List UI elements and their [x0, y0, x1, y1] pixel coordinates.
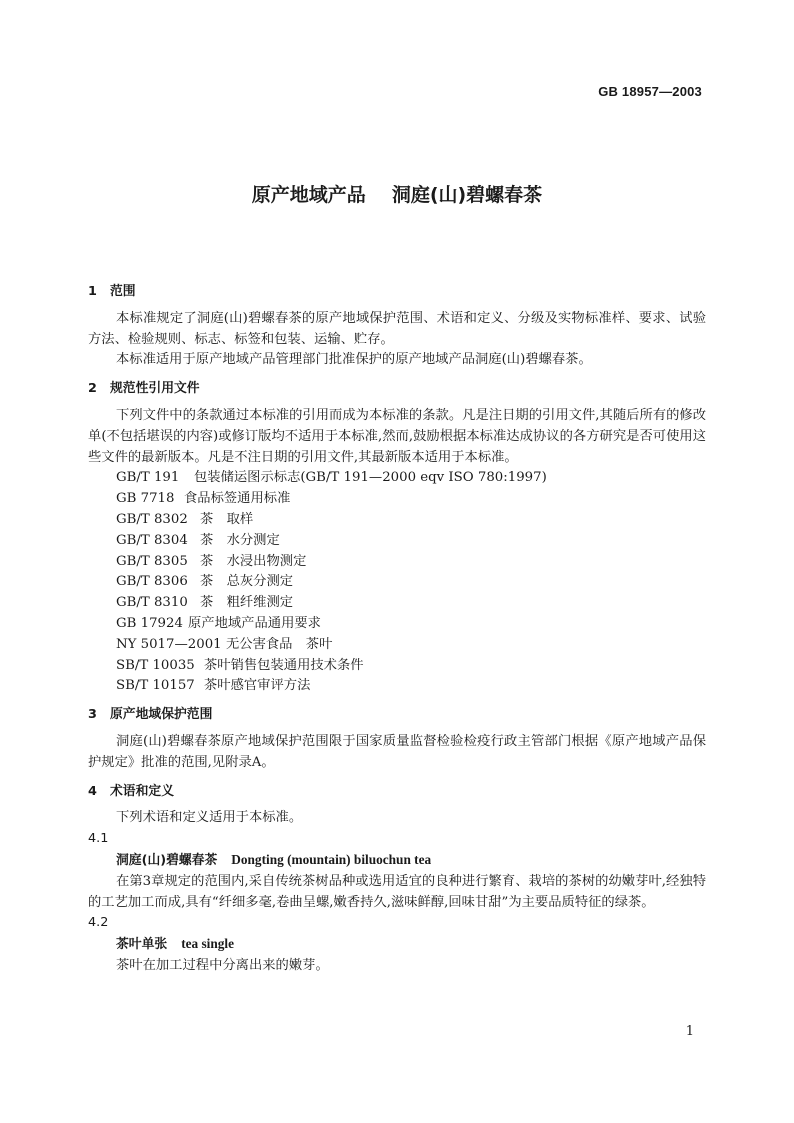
protection-area-paragraph: 洞庭(山)碧螺春茶原产地域保护范围限于国家质量监督检验检疫行政主管部门根据《原产地域产品保护规定》批准的范围,见附录A。: [88, 733, 706, 770]
reference-title: 包装储运图示标志(GB/T 191—2000 eqv ISO 780:1997): [194, 470, 547, 486]
reference-item: [88, 572, 706, 593]
term-number: 4.2: [88, 915, 109, 931]
reference-title: 茶 水浸出物测定: [200, 553, 307, 569]
document-title: [0, 180, 794, 207]
reference-item: [88, 593, 706, 614]
references-paragraph: 下列文件中的条款通过本标准的引用而成为本标准的条款。凡是注日期的引用文件,其随后所有的修改单(不包括堪误的内容)或修订版均不适用于本标准,然而,鼓励根据本标准达成协议的各方研究是否可使用这些文件的最新版本。凡是不注日期的引用文件,其最新版本适用于本标准。: [88, 407, 706, 465]
section-title: 规范性引用文件: [110, 381, 200, 397]
reference-title: 无公害食品 茶叶: [226, 636, 333, 652]
section-heading-protection-area: [88, 705, 706, 726]
reference-code: GB/T 8304: [116, 532, 188, 548]
document-body: [88, 282, 706, 977]
reference-item: [88, 635, 706, 656]
section-number: 4: [88, 783, 97, 799]
page-number: 1: [685, 1024, 694, 1039]
section-number: 2: [88, 381, 97, 397]
reference-title: 食品标签通用标准: [184, 491, 291, 507]
reference-item: [88, 510, 706, 531]
term-name-english: Dongting (mountain) biluochun tea: [231, 851, 432, 867]
reference-code: GB/T 8302: [116, 511, 188, 527]
reference-title: 茶叶感官审评方法: [204, 678, 311, 694]
term-name-chinese: 茶叶单张: [116, 937, 168, 953]
reference-item: [88, 489, 706, 510]
reference-code: NY 5017—2001: [116, 636, 222, 652]
section-heading-terms: [88, 782, 706, 803]
reference-title: 茶 总灰分测定: [200, 574, 294, 590]
title-part-1: 原产地域产品: [251, 184, 366, 206]
section-title: 术语和定义: [110, 783, 174, 799]
reference-list: [88, 468, 706, 697]
reference-code: SB/T 10035: [116, 657, 195, 673]
title-part-2: 洞庭(山)碧螺春茶: [391, 184, 543, 206]
reference-item: [88, 656, 706, 677]
term-name-english: tea single: [181, 936, 234, 952]
reference-code: GB/T 8310: [116, 595, 188, 611]
reference-code: GB 7718: [116, 491, 175, 507]
term-name-chinese: 洞庭(山)碧螺春茶: [116, 852, 218, 868]
reference-title: 茶叶销售包装通用技术条件: [204, 657, 364, 673]
section-number: 3: [88, 707, 97, 723]
reference-item: [88, 468, 706, 489]
reference-code: SB/T 10157: [116, 678, 195, 694]
scope-paragraph-1: 本标准规定了洞庭(山)碧螺春茶的原产地域保护范围、术语和定义、分级及实物标准样、要求、试验方法、检验规则、标志、标签和包装、运输、贮存。: [88, 310, 706, 347]
reference-item: [88, 552, 706, 573]
section-number: 1: [88, 284, 97, 299]
reference-title: 原产地域产品通用要求: [188, 615, 321, 631]
scope-paragraph-2: 本标准适用于原产地域产品管理部门批准保护的原产地域产品洞庭(山)碧螺春茶。: [116, 352, 592, 368]
reference-title: 茶 粗纤维测定: [200, 595, 294, 611]
term-heading: [88, 934, 706, 956]
section-heading-scope: [88, 282, 706, 303]
reference-code: GB/T 8305: [116, 553, 188, 569]
reference-title: 茶 水分测定: [200, 532, 280, 548]
term-definition: 茶叶在加工过程中分离出来的嫩芽。: [116, 957, 329, 973]
section-title: 范围: [110, 284, 136, 299]
reference-title: 茶 取样: [200, 511, 254, 527]
reference-item: [88, 676, 706, 697]
term-heading: [88, 850, 706, 872]
reference-code: GB/T 8306: [116, 574, 188, 590]
term-definition: 在第3章规定的范围内,采自传统茶树品种或选用适宜的良种进行繁育、栽培的茶树的幼嫩芽叶,经独特的工艺加工而成,具有“纤细多毫,卷曲呈螺,嫩香持久,滋味鲜醇,回味甘甜”为主要品质特征的绿茶。: [88, 873, 706, 910]
reference-code: GB/T 191: [116, 470, 180, 486]
term-number: 4.1: [88, 831, 109, 847]
terms-intro-paragraph: 下列术语和定义适用于本标准。: [116, 810, 303, 826]
reference-item: [88, 614, 706, 635]
standard-code: GB 18957—2003: [598, 84, 702, 99]
section-title: 原产地域保护范围: [110, 707, 213, 723]
reference-item: [88, 531, 706, 552]
section-heading-references: [88, 379, 706, 400]
reference-code: GB 17924: [116, 615, 183, 631]
